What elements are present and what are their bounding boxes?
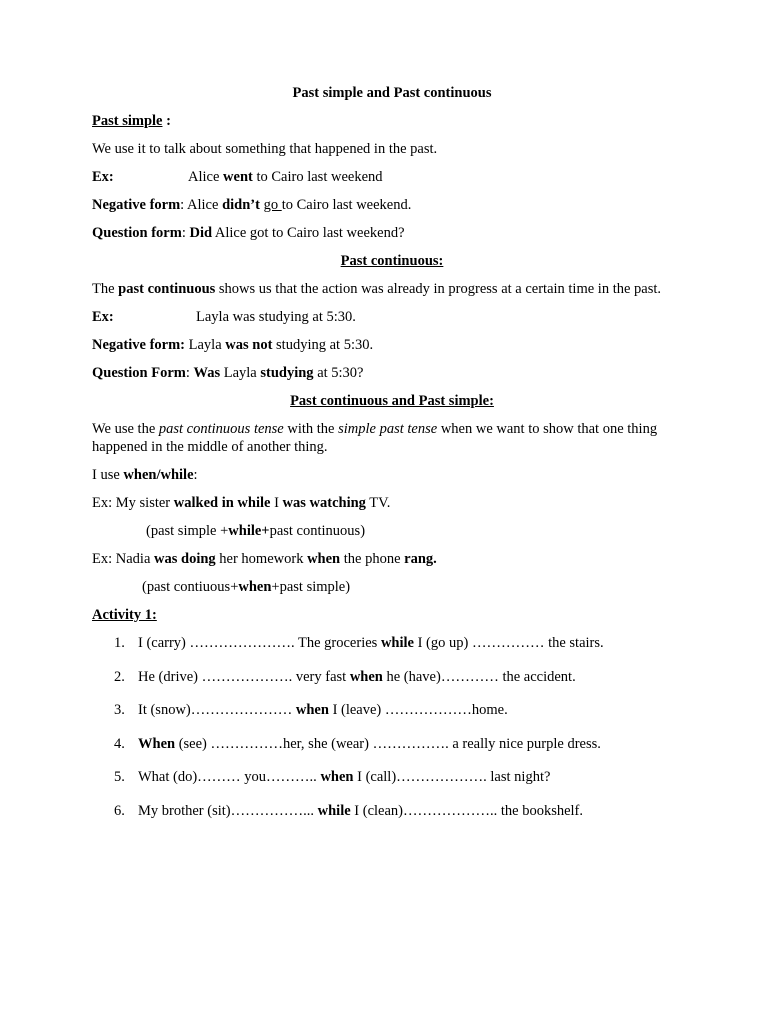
combined-example-2-note: (past contiuous+when+past simple) [142,579,351,595]
worksheet-page [92,84,692,836]
activity-item: 2. He (drive) ………………. very fast when he (have)………… the accident. [114,668,576,685]
past-simple-example: Ex: Alice went to Cairo last weekend [92,169,383,185]
combined-example-1-note: (past simple +while+past continuous) [146,523,366,539]
past-continuous-intro: The past continuous shows us that the action was already in progress at a certain time in the past. [92,281,662,297]
activity-list [92,634,692,820]
combined-example-1: Ex: My sister walked in while I was watching TV. [92,495,391,511]
past-continuous-question: Question Form: Was Layla studying at 5:30? [92,365,364,381]
past-continuous-heading: Past continuous: [340,253,444,269]
activity-item: 3. It (snow)………………… when I (leave) ………………home. [114,702,508,719]
activity-item: 6. My brother (sit)……………... while I (clean)……………….. the bookshelf. [114,802,584,819]
activity-item: 1. I (carry) …………………. The groceries while I (go up) …………… the stairs. [114,635,604,651]
past-continuous-example: Ex: Layla was studying at 5:30. [92,309,356,325]
when-while-usage: I use when/while: [92,467,198,483]
past-continuous-negative: Negative form: Layla was not studying at 5:30. [92,337,374,353]
past-simple-heading: Past simple : [92,113,171,129]
activity-heading: Activity 1: [92,607,157,623]
page-title: Past simple and Past continuous [292,85,492,101]
past-simple-negative: Negative form: Alice didn’t go to Cairo last weekend. [92,197,412,213]
past-simple-intro: We use it to talk about something that happened in the past. [92,141,438,157]
past-simple-question: Question form: Did Alice got to Cairo last weekend? [92,225,405,241]
combined-intro: We use the past continuous tense with the simple past tense when we want to show that one thing happened in the middle of another thing. [92,421,658,455]
combined-heading: Past continuous and Past simple: [290,393,494,409]
activity-item: 4. When (see) ……………her, she (wear) ……………. a really nice purple dress. [114,735,601,752]
combined-example-2: Ex: Nadia was doing her homework when the phone rang. [92,551,437,567]
activity-item: 5. What (do)……… you……….. when I (call)………………. last night? [114,769,551,786]
